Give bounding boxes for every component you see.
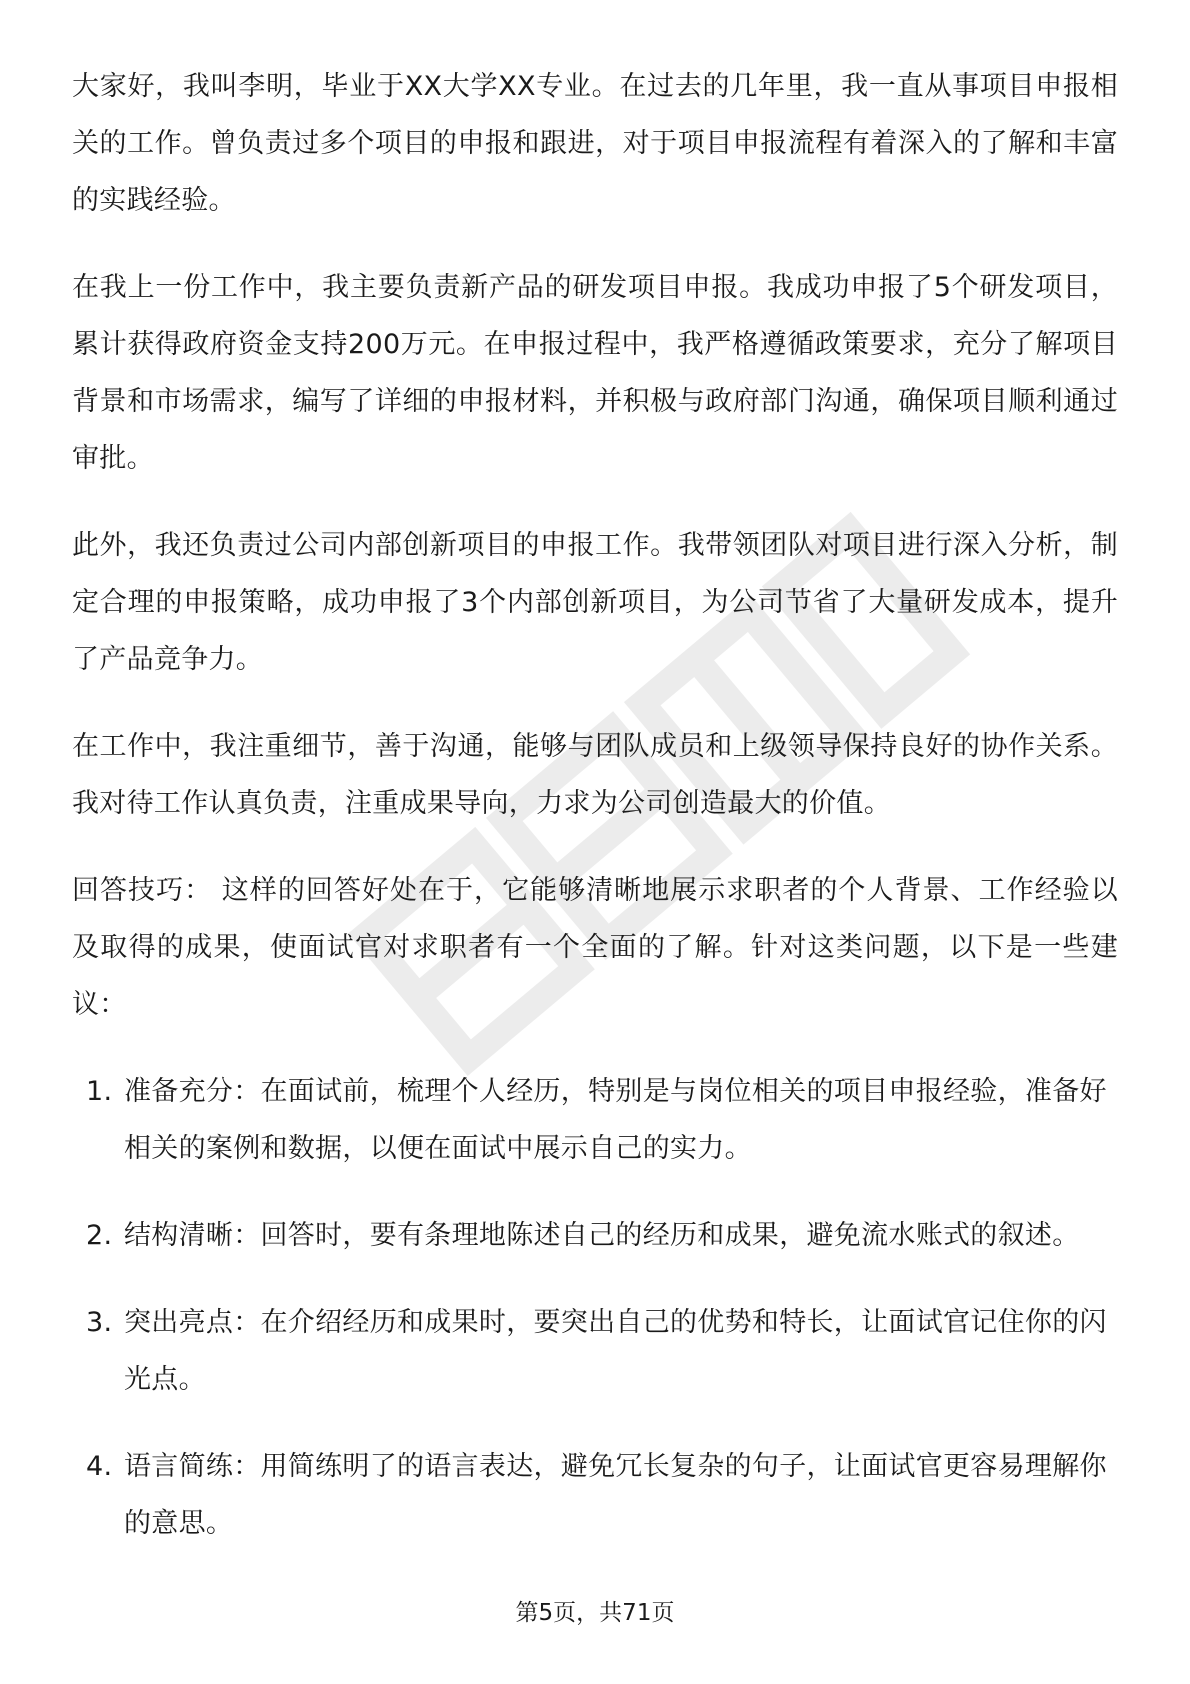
innovation-paragraph: 此外，我还负责过公司内部创新项目的申报工作。我带领团队对项目进行深入分析，制定合理的申报策略，成功申报了3个内部创新项目，为公司节省了大量研发成本，提升了产品竞争力。 xyxy=(72,530,1118,675)
answer-tips-paragraph: 回答技巧： 这样的回答好处在于，它能够清晰地展示求职者的个人背景、工作经验以及取得的成果，使面试官对求职者有一个全面的了解。针对这类问题，以下是一些建议： xyxy=(72,875,1118,1020)
list-item xyxy=(72,1438,1118,1552)
page-number: 第5页，共71页 xyxy=(515,1600,675,1626)
list-item xyxy=(72,1294,1118,1408)
work-style-paragraph: 在工作中，我注重细节，善于沟通，能够与团队成员和上级领导保持良好的协作关系。我对待工作认真负责，注重成果导向，力求为公司创造最大的价值。 xyxy=(72,731,1118,819)
list-item-number: 1. xyxy=(86,1076,113,1107)
list-item-text: 突出亮点：在介绍经历和成果时，要突出自己的优势和特长，让面试官记住你的闪光点。 xyxy=(124,1307,1107,1395)
list-item xyxy=(72,1063,1118,1177)
list-item-number: 2. xyxy=(86,1220,113,1251)
list-item-text: 准备充分：在面试前，梳理个人经历，特别是与岗位相关的项目申报经验，准备好相关的案例和数据，以便在面试中展示自己的实力。 xyxy=(124,1076,1107,1164)
page-footer xyxy=(0,1594,1190,1627)
list-item xyxy=(72,1207,1118,1264)
list-item-number: 4. xyxy=(86,1451,113,1482)
list-item-text: 语言简练：用简练明了的语言表达，避免冗长复杂的句子，让面试官更容易理解你的意思。 xyxy=(124,1451,1107,1539)
intro-paragraph: 大家好，我叫李明，毕业于XX大学XX专业。在过去的几年里，我一直从事项目申报相关的工作。曾负责过多个项目的申报和跟进，对于项目申报流程有着深入的了解和丰富的实践经验。 xyxy=(72,71,1118,216)
experience-paragraph: 在我上一份工作中，我主要负责新产品的研发项目申报。我成功申报了5个研发项目，累计获得政府资金支持200万元。在申报过程中，我严格遵循政策要求，充分了解项目背景和市场需求，编写了详细的申报材料，并积极与政府部门沟通，确保项目顺利通过审批。 xyxy=(72,272,1118,474)
document-body xyxy=(72,58,1118,1582)
list-item-text: 结构清晰：回答时，要有条理地陈述自己的经历和成果，避免流水账式的叙述。 xyxy=(124,1220,1080,1251)
tips-list xyxy=(72,1063,1118,1552)
list-item-number: 3. xyxy=(86,1307,113,1338)
